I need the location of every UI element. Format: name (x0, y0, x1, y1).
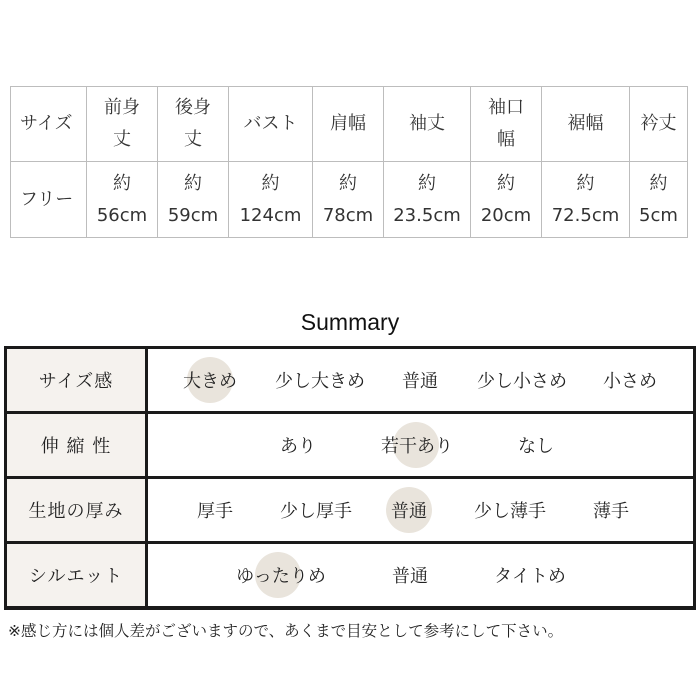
value-shoulder-width: 約 78cm (313, 162, 384, 238)
summary-label-size-feel: サイズ感 (7, 349, 148, 411)
header-hem-width: 裾幅 (542, 87, 630, 162)
summary-label-silhouette: シルエット (7, 544, 148, 606)
option-none: なし (518, 436, 554, 457)
summary-row-size-feel (7, 349, 693, 411)
header-back-length: 後身 丈 (158, 87, 229, 162)
option-large: 大きめ (183, 371, 237, 392)
summary-label-thickness: 生地の厚み (7, 479, 148, 541)
disclaimer-note: ※感じ方には個人差がございますので、あくまで目安として参考にして下さい。 (8, 622, 564, 640)
header-sleeve-length: 袖丈 (384, 87, 471, 162)
value-collar-length: 約 5cm (630, 162, 688, 238)
header-size: サイズ (11, 87, 87, 162)
size-free-label: フリー (11, 162, 87, 238)
option-slightly-thin: 少し薄手 (474, 501, 546, 522)
summary-row-stretch (7, 414, 693, 476)
summary-options-silhouette (148, 544, 693, 606)
summary-label-stretch: 伸 縮 性 (7, 414, 148, 476)
option-slightly-large: 少し大きめ (275, 371, 365, 392)
value-back-length: 約 59cm (158, 162, 229, 238)
option-slightly-small: 少し小さめ (477, 371, 567, 392)
value-sleeve-length: 約 23.5cm (384, 162, 471, 238)
option-loose: ゆったりめ (236, 566, 326, 587)
option-normal: 普通 (391, 501, 427, 522)
option-thin: 薄手 (593, 501, 629, 522)
option-tight: タイトめ (494, 566, 566, 587)
value-front-length: 約 56cm (87, 162, 158, 238)
option-normal: 普通 (402, 371, 438, 392)
header-front-length: 前身 丈 (87, 87, 158, 162)
option-slightly-thick: 少し厚手 (280, 501, 352, 522)
option-small: 小さめ (603, 371, 657, 392)
header-bust: バスト (229, 87, 313, 162)
summary-table (4, 346, 696, 610)
option-thick: 厚手 (197, 501, 233, 522)
summary-options-stretch (148, 414, 693, 476)
header-collar-length: 衿丈 (630, 87, 688, 162)
value-bust: 約 124cm (229, 162, 313, 238)
header-cuff-width: 袖口 幅 (471, 87, 542, 162)
summary-title: Summary (300, 309, 400, 335)
option-slightly: 若干あり (381, 436, 453, 457)
size-table-row (11, 162, 688, 238)
option-normal: 普通 (392, 566, 428, 587)
header-shoulder-width: 肩幅 (313, 87, 384, 162)
value-hem-width: 約 72.5cm (542, 162, 630, 238)
size-table-header-row (11, 87, 688, 162)
summary-options-thickness (148, 479, 693, 541)
summary-row-silhouette (7, 544, 693, 606)
summary-options-size-feel (148, 349, 693, 411)
summary-row-thickness (7, 479, 693, 541)
option-yes: あり (280, 436, 316, 457)
size-table (10, 86, 688, 238)
value-cuff-width: 約 20cm (471, 162, 542, 238)
